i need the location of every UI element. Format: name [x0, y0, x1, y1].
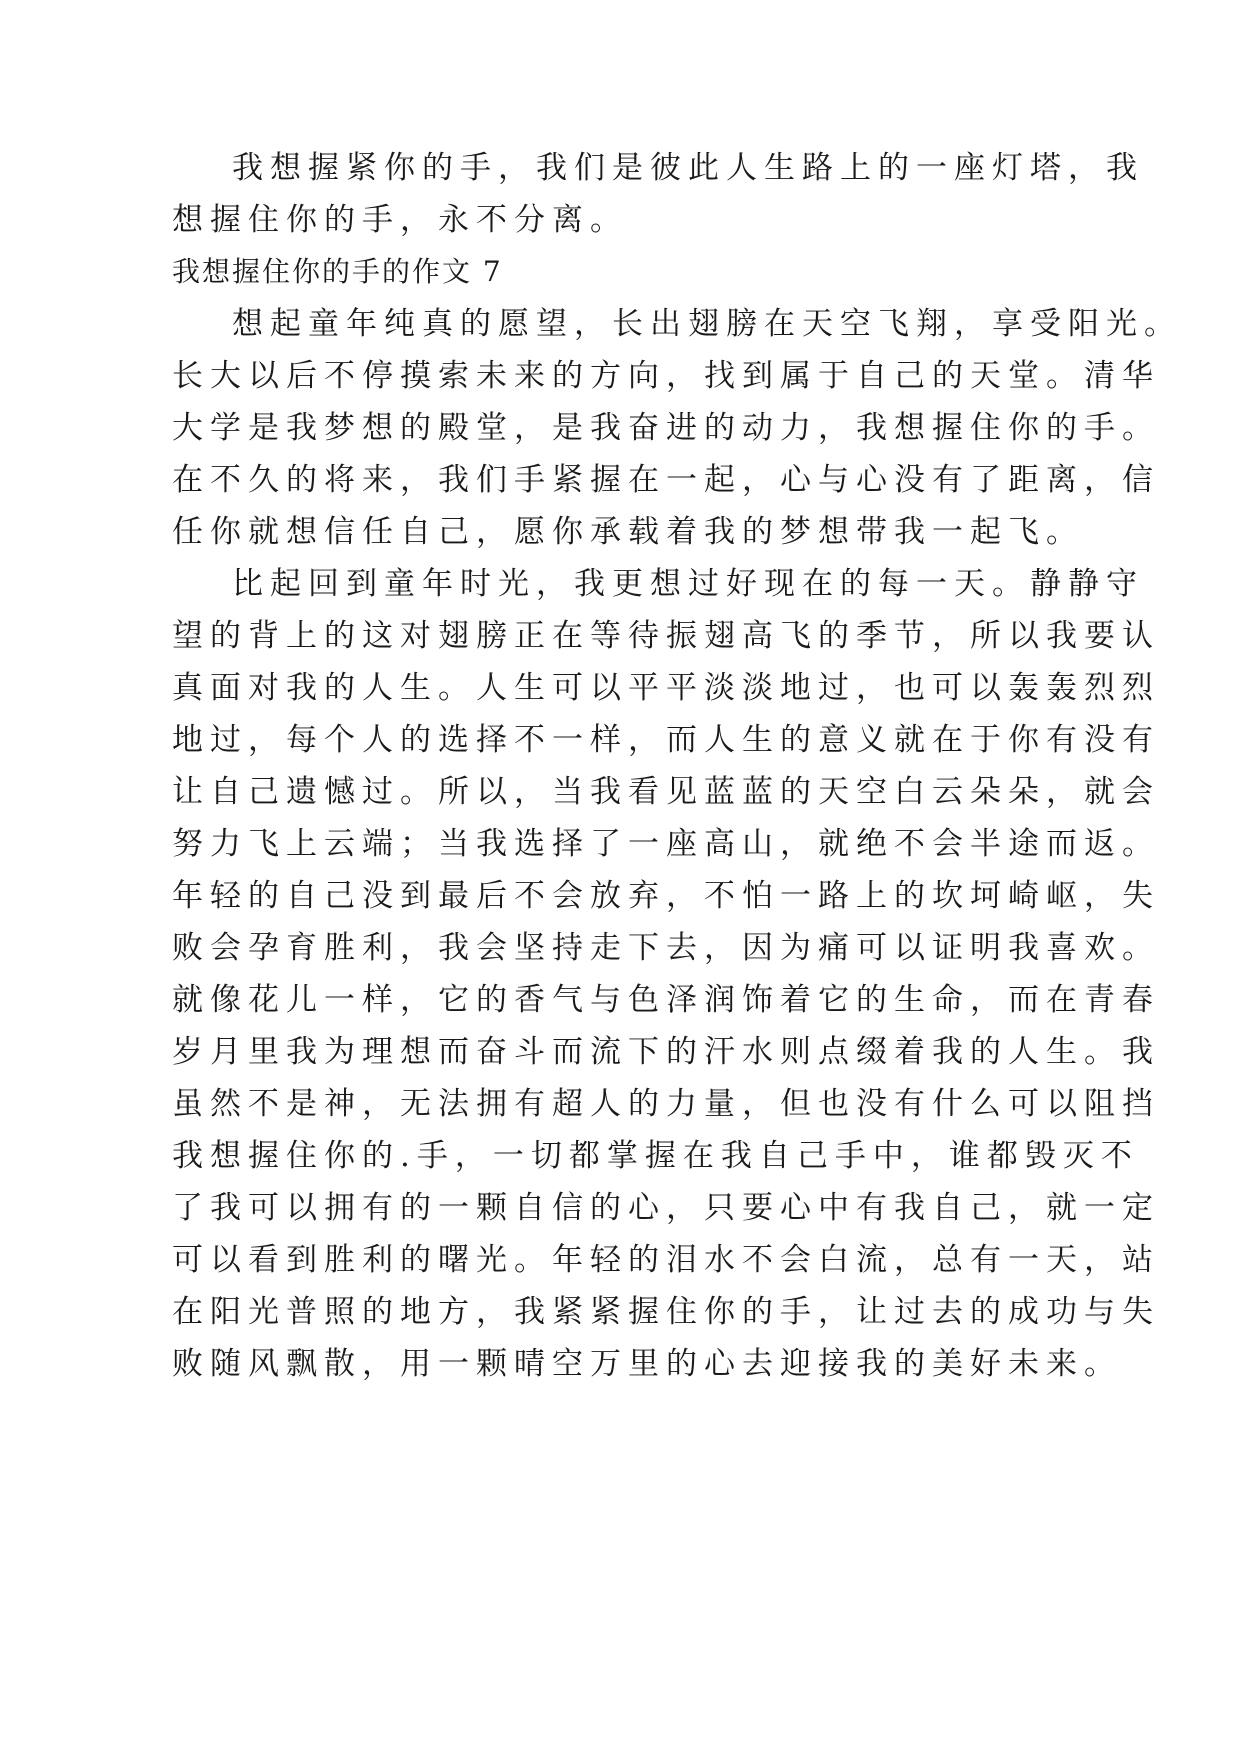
paragraph-1-line-1: 我想握紧你的手，我们是彼此人生路上的一座灯塔，我: [232, 150, 1144, 186]
paragraph-3-line-8: 败会孕育胜利，我会坚持走下去，因为痛可以证明我喜欢。: [172, 930, 1160, 966]
paragraph-1-line-2: 想握住你的手，永不分离。: [172, 202, 628, 238]
paragraph-3-line-5: 让自己遗憾过。所以，当我看见蓝蓝的天空白云朵朵，就会: [172, 774, 1160, 810]
section-heading: 我想握住你的手的作文 7: [172, 255, 503, 288]
paragraph-3-line-2: 望的背上的这对翅膀正在等待振翅高飞的季节，所以我要认: [172, 618, 1160, 654]
paragraph-3-line-11: 虽然不是神，无法拥有超人的力量，但也没有什么可以阻挡: [172, 1086, 1160, 1122]
paragraph-3-line-15: 在阳光普照的地方，我紧紧握住你的手，让过去的成功与失: [172, 1294, 1160, 1330]
paragraph-3-line-6: 努力飞上云端；当我选择了一座高山，就绝不会半途而返。: [172, 826, 1160, 862]
paragraph-3-line-14: 可以看到胜利的曙光。年轻的泪水不会白流，总有一天，站: [172, 1242, 1160, 1278]
paragraph-3-line-12: 我想握住你的.手，一切都掌握在我自己手中，谁都毁灭不: [172, 1138, 1139, 1174]
paragraph-3-line-13: 了我可以拥有的一颗自信的心，只要心中有我自己，就一定: [172, 1190, 1160, 1226]
paragraph-3-line-16: 败随风飘散，用一颗晴空万里的心去迎接我的美好未来。: [172, 1346, 1122, 1382]
paragraph-3-line-9: 就像花儿一样，它的香气与色泽润饰着它的生命，而在青春: [172, 982, 1160, 1018]
paragraph-3-line-4: 地过，每个人的选择不一样，而人生的意义就在于你有没有: [172, 722, 1160, 758]
paragraph-2-line-5: 任你就想信任自己，愿你承载着我的梦想带我一起飞。: [172, 514, 1084, 550]
paragraph-3-line-10: 岁月里我为理想而奋斗而流下的汗水则点缀着我的人生。我: [172, 1034, 1160, 1070]
paragraph-2-line-2: 长大以后不停摸索未来的方向，找到属于自己的天堂。清华: [172, 358, 1160, 394]
paragraph-2-line-3: 大学是我梦想的殿堂，是我奋进的动力，我想握住你的手。: [172, 410, 1160, 446]
paragraph-3-line-7: 年轻的自己没到最后不会放弃，不怕一路上的坎坷崎岖，失: [172, 878, 1160, 914]
paragraph-3-line-1: 比起回到童年时光，我更想过好现在的每一天。静静守: [232, 566, 1144, 602]
paragraph-2-line-1: 想起童年纯真的愿望，长出翅膀在天空飞翔，享受阳光。: [232, 306, 1182, 342]
paragraph-3-line-3: 真面对我的人生。人生可以平平淡淡地过，也可以轰轰烈烈: [172, 670, 1160, 706]
paragraph-2-line-4: 在不久的将来，我们手紧握在一起，心与心没有了距离，信: [172, 462, 1160, 498]
